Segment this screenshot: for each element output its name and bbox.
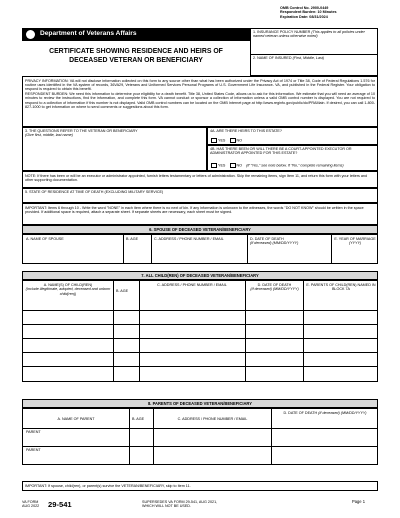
supersedes-note — [142, 500, 217, 509]
privacy-text: PRIVACY INFORMATION: VA will not disclose information collected on this form to any source other than what has been authorized under the Privacy Act of 1974 or Title 38, Code of Federal Regulations 1.576 for routine uses identified in the VA system of records, 36VA29, Veterans and Uniformed Services Personal Programs of U.S. Government Life Insurance- VA, and published in the Federal Register. Your obligation to respond is required to obtain this benefit. — [25, 78, 375, 92]
section6-header: 6. SPOUSE OF DECEASED VETERAN/BENEFICIARY — [22, 225, 378, 234]
field2-label: 2. NAME OF INSURED — [253, 56, 292, 60]
footer-form-number: 29-541 — [48, 500, 72, 509]
spouse-dod-header: D. DATE OF DEATH — [250, 237, 284, 241]
form-title — [22, 48, 250, 66]
child-name-header: A. NAME(S) OF CHILD(REN) — [43, 283, 93, 287]
important-instructions: IMPORTANT: Items 6 through 10 - Write the word "NONE" in each item where there is no next of kin. If any information is unknown to the witnesses, the words "DO NOT KNOW" should be written in the space provided. If additional space is required, attach a separate sheet. If separate sheets are necessary, each sheet must be signed. — [22, 203, 378, 225]
name-of-insured-field[interactable] — [250, 54, 378, 76]
form-title-line1: CERTIFICATE SHOWING RESIDENCE AND HEIRS OF — [49, 48, 223, 55]
field3-label: 3. THE QUESTIONS REFER TO THE VETERAN OR BENEFICIARY — [25, 129, 138, 133]
field-4b — [207, 145, 378, 171]
heirs-yes-label: YES — [218, 138, 226, 143]
section7-header: 7. ALL CHILD(REN) OF DECEASED VETERAN/BENEFICIARY — [22, 271, 378, 280]
marriage-year-header: E. YEAR OF MARRIAGE — [334, 237, 376, 241]
state-of-residence-field[interactable] — [22, 188, 378, 203]
veteran-name-field[interactable] — [22, 127, 207, 171]
form-title-line2: DECEASED VETERAN OR BENEFICIARY — [69, 56, 203, 64]
executor-no-checkbox[interactable] — [230, 163, 236, 168]
child-address-header: C. ADDRESS / PHONE NUMBER / EMAIL — [157, 283, 227, 287]
page-number: Page 1 — [352, 499, 365, 504]
omb-block — [280, 6, 378, 19]
omb-burden: Respondent Burden: 10 Minutes — [280, 10, 337, 15]
privacy-notice — [22, 76, 378, 127]
parent-name-header: A. NAME OF PARENT — [57, 417, 95, 421]
field4b-note: (If "Yes," see note below. If "No," complete remaining items) — [246, 163, 344, 168]
field1-label: 1. INSURANCE POLICY NUMBER — [253, 30, 311, 34]
child-name-note: (Include illegitimate, adopted, deceased and unborn child(ren)) — [25, 287, 111, 296]
va-seal-icon — [26, 30, 35, 39]
spouse-age-header: B. AGE — [126, 237, 139, 241]
supersedes-line2: WHICH WILL NOT BE USED. — [142, 504, 191, 509]
field1-note: (This applies to all policies under named veteran unless otherwise noted) — [253, 30, 365, 39]
field4a-label: 4A. ARE THERE HEIRS TO THIS ESTATE? — [210, 129, 282, 133]
form-id-block — [22, 500, 39, 509]
child-parents-header: E. PARENTS OF CHILD(REN) NAMED IN BLOCK 7A — [306, 283, 376, 292]
field3-note: (Give first, middle, last name) — [25, 133, 73, 138]
executor-yes-label: YES — [218, 163, 226, 168]
children-table — [22, 280, 378, 382]
spouse-address-header: C. ADDRESS / PHONE NUMBER / EMAIL — [154, 237, 224, 241]
heirs-no-checkbox[interactable] — [230, 138, 236, 143]
important-skip-note: IMPORTANT: If spouse, child(ren), or parent(s) survive the VETERAN/BENEFICIARY, skip to Item 11. — [22, 481, 378, 491]
agency-name: Department of Veterans Affairs — [40, 30, 137, 37]
parent-dod-header: D. DATE OF DEATH — [283, 411, 318, 415]
parent-address-header: C. ADDRESS / PHONE NUMBER / EMAIL — [177, 417, 248, 421]
heirs-yes-checkbox[interactable] — [211, 138, 217, 143]
spouse-table — [22, 234, 378, 264]
marriage-year-note: (YYYY) — [348, 241, 362, 246]
parent-row2-label: PARENT — [26, 448, 41, 452]
heirs-no-label: NO — [236, 138, 243, 143]
spouse-dod-note: (If deceased) (MM/DD/YYYY) — [250, 241, 299, 246]
respondent-burden-text: RESPONDENT BURDEN: We need this information to determine your eligibility for a death benefit. Title 38, United States Code, allows us to ask for this information. We estimate that you will need an average of 10 minutes to review the instructions, find the information, and complete this form. VA cannot conduct or sponsor a collection of information unless a valid OMB control number is displayed. You are not required to respond to a collection of information if this number is not displayed. Valid OMB control numbers can be located on the OMB Internet page at http://www.reginfo.gov/public/do/PRAMain. If desired, you can call 1-800-827-1000 to get information on where to send comments or suggestions about this form. — [25, 91, 375, 110]
footer-form-date: AUG 2022 — [22, 504, 40, 509]
supersedes-line1: SUPERSEDES VA FORM 29-541, AUG 2021, — [142, 500, 218, 504]
child-dod-header: D. DATE OF DEATH — [257, 283, 292, 287]
omb-expiration: Expiration Date: 08/31/2024 — [280, 14, 328, 19]
agency-bar — [22, 28, 250, 41]
parent-row1-label: PARENT — [26, 430, 41, 434]
field2-note: (First, Middle, Last) — [292, 56, 325, 60]
field4b-label: 4B. HAS THERE BEEN OR WILL THERE BE A COURT-APPOINTED EXECUTOR OR ADMINISTRATOR APPOINTED FOR THIS ESTATE? — [210, 147, 352, 156]
executor-note: NOTE: If there has been or will be an executor or administrator appointed, furnish letters testamentary or letters of administration. Skip the remaining items, sign Item 11, and return this form with your letters and other supporting documentation. — [22, 171, 378, 188]
omb-control-number: OMB Control No. 2900-0449 — [280, 6, 329, 10]
parent-age-header: B. AGE — [132, 417, 145, 421]
parent-dod-note: (If deceased) (MM/DD/YYYY) — [318, 411, 367, 415]
footer-form-label: VA FORM — [22, 500, 39, 504]
executor-yes-checkbox[interactable] — [211, 163, 217, 168]
child-age-header: B. AGE — [116, 289, 129, 293]
executor-no-label: NO — [236, 163, 243, 168]
spouse-name-header: A. NAME OF SPOUSE — [26, 237, 64, 241]
field-4a — [207, 127, 378, 145]
insurance-policy-number-field[interactable] — [250, 28, 378, 55]
child-dod-note: (If deceased) (MM/DD/YYYY) — [250, 287, 299, 292]
parents-table — [22, 408, 378, 465]
field5-label: 5. STATE OF RESIDENCE AT TIME OF DEATH (EXCLUDING MILITARY SERVICE) — [25, 190, 164, 194]
section8-header: 8. PARENTS OF DECEASED VETERAN/BENEFICIARY — [22, 399, 378, 408]
